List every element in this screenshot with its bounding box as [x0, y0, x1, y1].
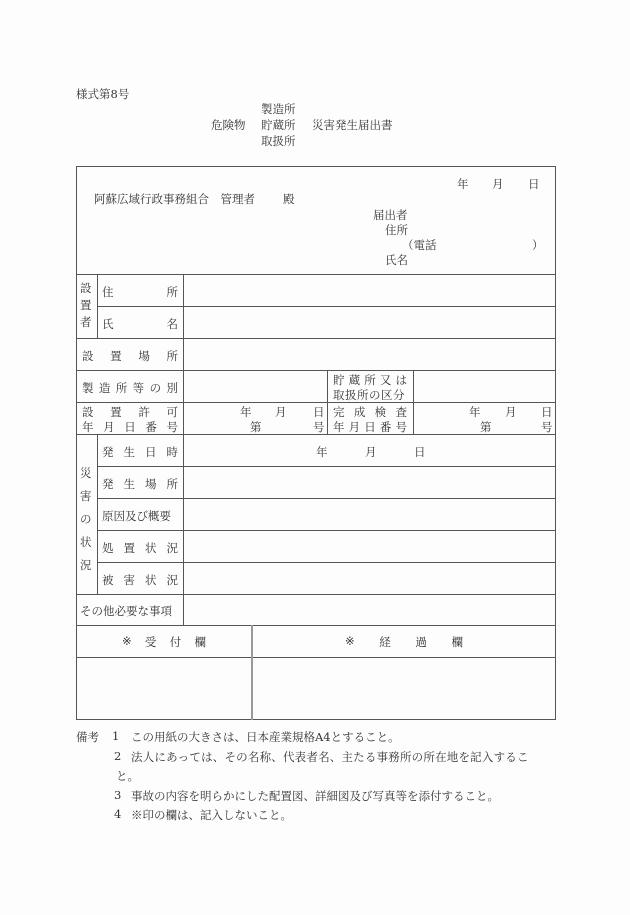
address-label: 住所	[385, 223, 408, 237]
date-day: 日	[528, 177, 540, 191]
progress-box	[253, 658, 555, 719]
name-label: 氏名	[385, 253, 408, 267]
inspection-month: 月	[505, 405, 517, 419]
category-label-line1: 貯 蔵 所 又 は	[333, 373, 407, 387]
inspection-label-line1: 完 成 検 査	[333, 405, 407, 419]
honorific: 殿	[283, 192, 295, 206]
installer-group-label: 設 置 者	[80, 281, 92, 329]
inspection-number-prefix: 第	[480, 420, 492, 434]
note-4-num: 4	[114, 807, 122, 821]
notifier-label: 届出者	[373, 208, 408, 222]
inspection-label-line2: 年 月 日 番 号	[333, 420, 407, 434]
phone-label: （電話	[402, 238, 437, 252]
permit-year: 年	[240, 405, 252, 419]
divider	[97, 274, 98, 338]
date-month: 月	[492, 177, 504, 191]
other-matters-field[interactable]	[184, 595, 555, 624]
other-matters-label: その他必要な事項	[80, 604, 172, 618]
date-year: 年	[457, 177, 469, 191]
reception-box	[77, 658, 250, 719]
permit-label-line1: 設 置 許 可	[82, 405, 178, 419]
note-1-text: この用紙の大きさは、日本産業規格A4とすること。	[131, 730, 400, 744]
note-1-num: 1	[112, 729, 120, 743]
cause-summary-field[interactable]	[184, 499, 555, 529]
note-2-continuation: と。	[116, 769, 139, 783]
note-2-text: 法人にあっては、その名称、代表者名、主たる事務所の所在地を記入するこ	[131, 750, 529, 764]
note-3-text: 事故の内容を明らかにした配置図、詳細図及び写真等を添付すること。	[131, 789, 499, 803]
permit-month: 月	[275, 405, 287, 419]
facility-type-storage: 貯蔵所	[261, 118, 296, 132]
inspection-day: 日	[541, 405, 553, 419]
category-label-line2: 取扱所の区分	[333, 388, 405, 402]
facility-type-manufacturing: 製造所	[261, 102, 296, 116]
progress-header: ※ 経 過 欄	[345, 634, 463, 649]
title-prefix: 危険物	[211, 118, 246, 132]
divider	[76, 402, 556, 403]
occurrence-year: 年	[316, 445, 328, 459]
facility-type-label: 製 造 所 等 の 別	[82, 381, 178, 395]
damage-status-field[interactable]	[184, 563, 555, 593]
occurrence-month: 月	[365, 445, 377, 459]
notes-label: 備考	[76, 730, 99, 744]
response-status-field[interactable]	[184, 531, 555, 561]
damage-status-label: 被 害 状 況	[102, 573, 178, 587]
category-field[interactable]	[414, 371, 555, 401]
inspection-year: 年	[469, 405, 481, 419]
occurrence-day: 日	[414, 445, 426, 459]
occurrence-place-field[interactable]	[184, 467, 555, 497]
page-title: 災害発生届出書	[312, 118, 393, 132]
addressee: 阿蘇広域行政事務組合 管理者	[94, 192, 255, 206]
disaster-group-label: 災 害 の 状 況	[80, 466, 92, 572]
occurrence-time-label: 発 生 日 時	[102, 445, 178, 459]
response-status-label: 処 置 状 況	[102, 541, 178, 555]
facility-type-handling: 取扱所	[261, 134, 296, 148]
note-4-text: ※印の欄は、記入しないこと。	[131, 808, 292, 822]
installer-address-field[interactable]	[184, 275, 555, 305]
inspection-number-suffix: 号	[541, 420, 553, 434]
facility-type-field[interactable]	[184, 371, 326, 401]
permit-number-prefix: 第	[250, 420, 262, 434]
permit-day: 日	[313, 405, 325, 419]
location-field[interactable]	[184, 339, 555, 369]
installer-address-label: 住 所	[102, 285, 178, 299]
phone-close: ）	[532, 238, 544, 252]
note-3-num: 3	[114, 788, 122, 802]
divider	[97, 434, 98, 594]
cause-summary-label: 原因及び概要	[102, 509, 171, 523]
permit-number-suffix: 号	[313, 420, 325, 434]
location-label: 設 置 場 所	[82, 349, 178, 363]
form-number: 様式第8号	[76, 87, 130, 101]
note-2-num: 2	[114, 749, 122, 763]
divider	[327, 370, 328, 434]
permit-label-line2: 年 月 日 番 号	[82, 420, 178, 434]
installer-name-field[interactable]	[184, 307, 555, 337]
installer-name-label: 氏 名	[102, 317, 178, 331]
occurrence-place-label: 発 生 場 所	[102, 477, 178, 491]
reception-header: ※ 受 付 欄	[122, 634, 206, 649]
divider	[76, 625, 556, 626]
